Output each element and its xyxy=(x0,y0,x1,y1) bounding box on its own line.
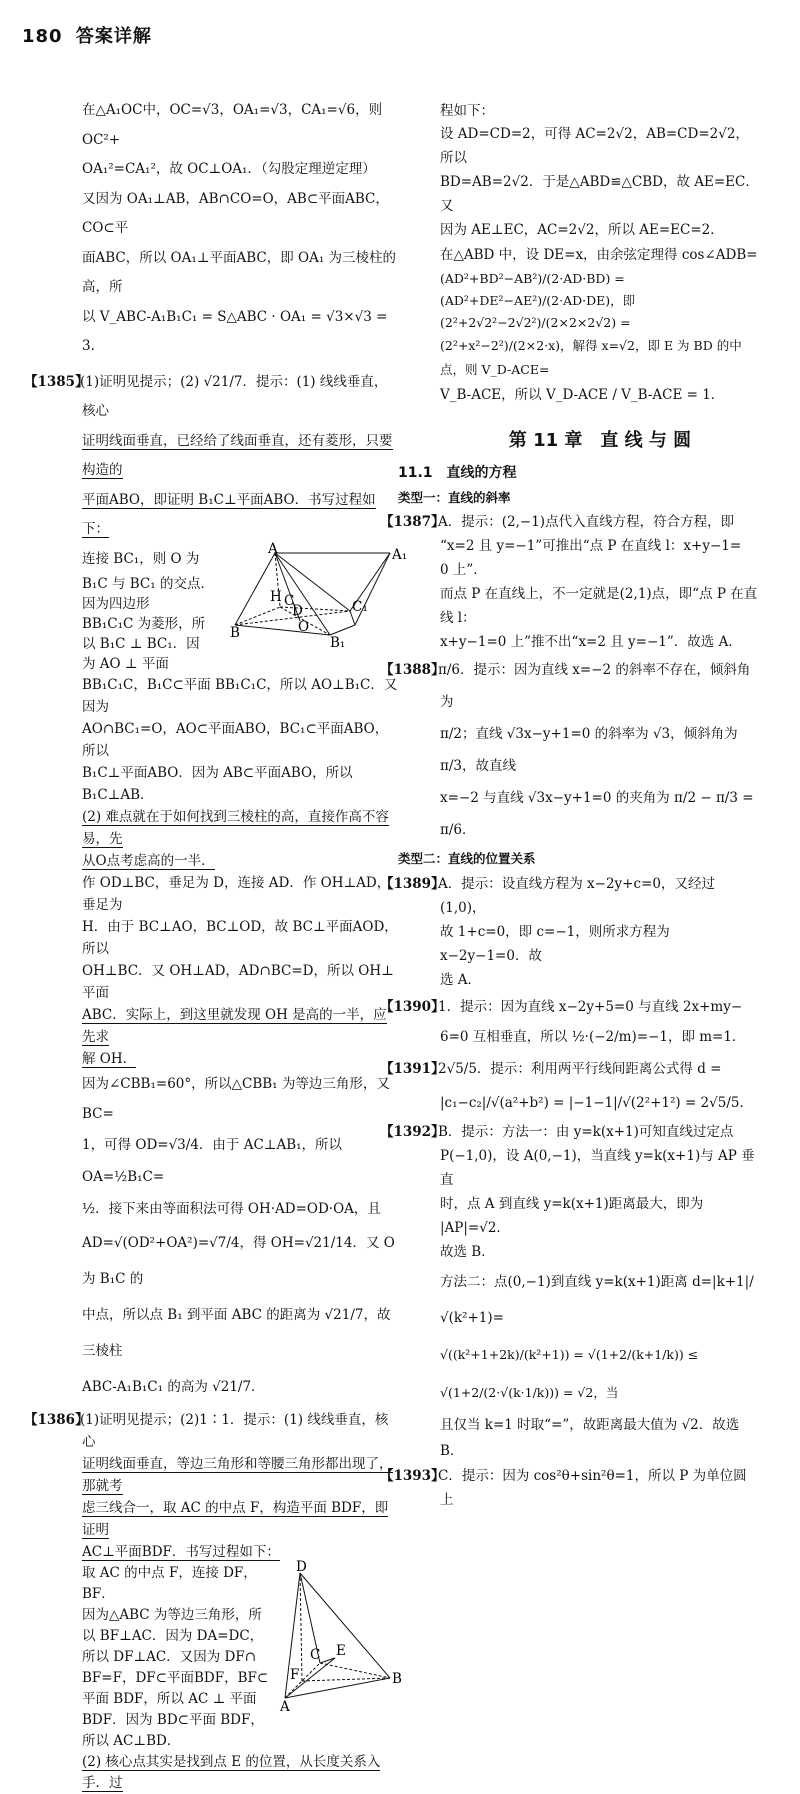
answer-line: “x=2 且 y=−1”可推出“点 P 在直线 l：x+y−1= xyxy=(440,537,742,554)
intro-line: 又因为 OA₁⊥AB，AB∩CO=O，AB⊂平面ABC，CO⊂平 xyxy=(82,190,389,236)
answer-line: 证明线面垂直，已经给了线面垂直，还有菱形，只要构造的 xyxy=(82,432,393,478)
answer-line: |c₁−c₂|/√(a²+b²) = |−1−1|/√(2²+1²) = 2√5/5． xyxy=(440,1094,753,1111)
question-number: 【1389】 xyxy=(380,875,445,892)
page-number: 180 xyxy=(22,26,63,47)
label-A: A xyxy=(280,1699,290,1715)
answer-line: 因为四边形 xyxy=(82,596,150,612)
answer-line: 而点 P 在直线上，不一定就是(2,1)点，即“点 P 在直线 l： xyxy=(440,585,758,626)
answer-line: x=−2 与直线 √3x−y+1=0 的夹角为 π/2 − π/3 = π/6． xyxy=(440,789,754,838)
answer-line: AD=√(OD²+OA²)=√7/4，得 OH=√21/14．又 O 为 B₁C 的 xyxy=(82,1235,395,1287)
type-heading: 类型二：直线的位置关系 xyxy=(398,850,536,866)
answer-line: P(−1,0)，设 A(0,−1)，当直线 y=k(x+1)与 AP 垂直 xyxy=(440,1147,755,1188)
answer-line: AC⊥平面BDF．书写过程如下： xyxy=(82,1544,280,1560)
answer-line: 平面 BDF，所以 AC ⊥ 平面 xyxy=(82,1691,257,1707)
label-D: D xyxy=(292,602,303,619)
answer-line: H．由于 BC⊥AO，BC⊥OD，故 BC⊥平面AOD，所以 xyxy=(82,919,398,957)
answer-line: ABC-A₁B₁C₁ 的高为 √21/7． xyxy=(82,1379,265,1395)
answer-line: 程如下： xyxy=(440,103,494,119)
page-header xyxy=(22,22,152,48)
section-heading: 11.1 直线的方程 xyxy=(398,464,517,481)
type-heading: 类型一：直线的斜率 xyxy=(398,489,511,505)
answer-line: ½．接下来由等面积法可得 OH·AD=OD·OA，且 xyxy=(82,1201,381,1217)
label-C: C xyxy=(310,1647,321,1663)
answer-line: (2) 核心点其实是找到点 E 的位置，从长度关系入手．过 xyxy=(82,1754,381,1791)
answer-line: 以 B₁C ⊥ BC₁．因 xyxy=(82,636,200,652)
answer-line: BD=AB=2√2．于是△ABD≌△CBD，故 AE=EC．又 xyxy=(440,174,759,214)
answer-line: √((k²+1+2k)/(k²+1)) = √(1+2/(k+1/k)) ≤ √(1+2/(2·√(k·1/k))) = √2，当 xyxy=(440,1346,699,1400)
answer-line: 1，可得 OD=√3/4．由于 AC⊥AB₁，所以 OA=½B₁C= xyxy=(82,1137,343,1185)
question-number: 【1390】 xyxy=(380,998,445,1015)
answer-line: 为 AO ⊥ 平面 xyxy=(82,656,169,672)
answer-line: BB₁C₁C，B₁C⊂平面 BB₁C₁C，所以 AO⊥B₁C．又因为 xyxy=(82,677,398,715)
answer-line: 中点，所以点 B₁ 到平面 ABC 的距离为 √21/7，故三棱柱 xyxy=(82,1307,391,1359)
answer-line: A．提示：设直线方程为 x−2y+c=0，又经过(1,0)， xyxy=(438,875,715,916)
answer-line: 因为 AE⊥EC，AC=2√2，所以 AE=EC=2． xyxy=(440,222,724,238)
answer-line: OH⊥BC．又 OH⊥AD，AD∩BC=D，所以 OH⊥平面 xyxy=(82,963,394,1001)
answer-line: 且仅当 k=1 时取“=”，故距离最大值为 √2．故选 B． xyxy=(440,1416,740,1459)
answer-line: BB₁C₁C 为菱形，所 xyxy=(82,616,206,632)
label-B1: B₁ xyxy=(330,634,346,651)
question-number: 【1393】 xyxy=(380,1467,445,1484)
chapter-heading: 第 11 章 直 线 与 圆 xyxy=(508,430,692,451)
answer-line: 选 A． xyxy=(440,971,482,988)
answer-line: 故选 B． xyxy=(440,1243,495,1260)
answer-line: 所以 DF⊥AC．又因为 DF∩ xyxy=(82,1649,257,1665)
answer-line: BDF．因为 BD⊂平面 BDF， xyxy=(82,1712,264,1728)
label-B: B xyxy=(392,1671,402,1687)
answer-line: π/2；直线 √3x−y+1=0 的斜率为 √3，倾斜角为 π/3，故直线 xyxy=(440,725,738,774)
answer-line: V_B-ACE，所以 V_D-ACE / V_B-ACE = 1． xyxy=(440,387,725,403)
prism-figure xyxy=(230,540,408,655)
answer-line: C．提示：因为 cos²θ+sin²θ=1，所以 P 为单位圆上 xyxy=(438,1467,747,1508)
intro-line: OA₁²=CA₁²，故 OC⊥OA₁．（勾股定理逆定理） xyxy=(82,161,376,177)
intro-line: 面ABC，所以 OA₁⊥平面ABC，即 OA₁ 为三棱柱的高，所 xyxy=(82,249,397,295)
answer-line: 6=0 互相垂直，所以 ½·(−2/m)=−1，即 m=1． xyxy=(440,1028,746,1045)
intro-line: 在△A₁OC中，OC=√3，OA₁=√3，CA₁=√6，则 OC²+ xyxy=(82,102,383,148)
left-column xyxy=(24,96,408,1794)
answer-line: B₁C⊥平面ABO．因为 AB⊂平面ABO，所以 B₁C⊥AB． xyxy=(82,765,353,803)
label-B: B xyxy=(230,624,240,641)
label-A: A xyxy=(268,540,278,557)
answer-line: 平面ABO，即证明 B₁C⊥平面ABO．书写过程如下： xyxy=(82,491,376,537)
question-number: 【1386】 xyxy=(24,1412,89,1428)
answer-line: 在△ABD 中，设 DE=x，由余弦定理得 cos∠ADB= xyxy=(440,247,758,263)
label-D: D xyxy=(296,1559,307,1575)
answer-line: 1．提示：因为直线 x−2y+5=0 与直线 2x+my− xyxy=(438,998,743,1015)
label-C: C xyxy=(284,592,295,609)
answer-line: B．提示：方法一：由 y=k(x+1)可知直线过定点 xyxy=(438,1123,734,1140)
answer-line: x+y−1=0 上”推不出“x=2 且 y=−1”．故选 A． xyxy=(440,633,742,650)
answer-line: (2²+x²−2²)/(2×2·x)，解得 x=√2，即 E 为 BD 的中点，则 V_D-ACE= xyxy=(440,338,742,377)
answer-line: A．提示：(2,−1)点代入直线方程，符合方程，即 xyxy=(438,513,735,530)
answer-line: 虑三线合一，取 AC 的中点 F，构造平面 BDF，即证明 xyxy=(82,1500,389,1538)
label-A1: A₁ xyxy=(392,546,408,563)
answer-line: 因为∠CBB₁=60°，所以△CBB₁ 为等边三角形，又 BC= xyxy=(82,1076,390,1122)
label-H: H xyxy=(270,588,282,605)
answer-line: BF=F，DF⊂平面BDF，BF⊂ xyxy=(82,1670,269,1686)
answer-line: B₁C 与 BC₁ 的交点． xyxy=(82,576,214,592)
answer-line: 故 1+c=0，即 c=−1，则所求方程为 x−2y−1=0．故 xyxy=(440,923,670,964)
question-number: 【1388】 xyxy=(380,661,445,678)
answer-line: π/6．提示：因为直线 x=−2 的斜率不存在，倾斜角为 xyxy=(438,661,751,710)
answer-line: 因为△ABC 为等边三角形，所 xyxy=(82,1607,262,1623)
question-number: 【1387】 xyxy=(380,513,445,530)
answer-line: (AD²+BD²−AB²)/(2·AD·BD) = (AD²+DE²−AE²)/(2·AD·DE)，即 (2²+2√2²−2√2²)/(2×2×2√2) = xyxy=(440,271,636,330)
answer-line: 解 OH． xyxy=(82,1051,137,1067)
answer-line: 作 OD⊥BC，垂足为 D，连接 AD．作 OH⊥AD，垂足为 xyxy=(82,875,391,913)
answer-line: 从O点考虑高的一半． xyxy=(82,853,215,869)
answer-line: (2) 难点就在于如何找到三棱柱的高，直接作高不容易，先 xyxy=(82,809,389,847)
answer-line: 证明线面垂直，等边三角形和等腰三角形都出现了，那就考 xyxy=(82,1456,393,1494)
page-title: 答案详解 xyxy=(75,26,152,47)
answer-line: 连接 BC₁，则 O 为 xyxy=(82,550,200,567)
label-O: O xyxy=(298,618,310,635)
label-F: F xyxy=(290,1667,300,1683)
answer-line: 2√5/5．提示：利用两平行线间距离公式得 d = xyxy=(438,1060,722,1077)
question-number: 【1392】 xyxy=(380,1123,445,1140)
answer-line: (1)证明见提示；(2)1∶1．提示：(1) 线线垂直，核心 xyxy=(80,1412,389,1450)
answer-line: 0 上”． xyxy=(440,561,487,578)
label-C1: C₁ xyxy=(352,598,368,615)
answer-line: ABC．实际上，到这里就发现 OH 是高的一半，应先求 xyxy=(82,1007,387,1045)
intro-line: 以 V_ABC-A₁B₁C₁ = S△ABC · OA₁ = √3×√3 = 3. xyxy=(82,308,388,354)
answer-line: AO∩BC₁=O，AO⊂平面ABO，BC₁⊂平面ABO，所以 xyxy=(82,721,389,759)
question-number: 【1391】 xyxy=(380,1060,445,1077)
answer-line: 以 BF⊥AC．因为 DA=DC， xyxy=(82,1628,264,1644)
right-column xyxy=(380,100,760,1512)
answer-line: 方法二：点(0,−1)到直线 y=k(x+1)距离 d=|k+1|/√(k²+1)= xyxy=(440,1273,754,1326)
tetrahedron-figure xyxy=(280,1559,402,1715)
answer-line: 所以 AC⊥BD． xyxy=(82,1733,181,1749)
question-number: 【1385】 xyxy=(24,373,89,390)
answer-line: 设 AD=CD=2，可得 AC=2√2，AB=CD=2√2，所以 xyxy=(440,126,749,166)
label-E: E xyxy=(336,1643,346,1659)
answer-line: 时，点 A 到直线 y=k(x+1)距离最大，即为 |AP|=√2． xyxy=(440,1195,704,1236)
answer-line: 取 AC 的中点 F，连接 DF，BF． xyxy=(82,1565,257,1602)
answer-line: (1)证明见提示；(2) √21/7．提示：(1) 线线垂直，核心 xyxy=(80,373,388,419)
